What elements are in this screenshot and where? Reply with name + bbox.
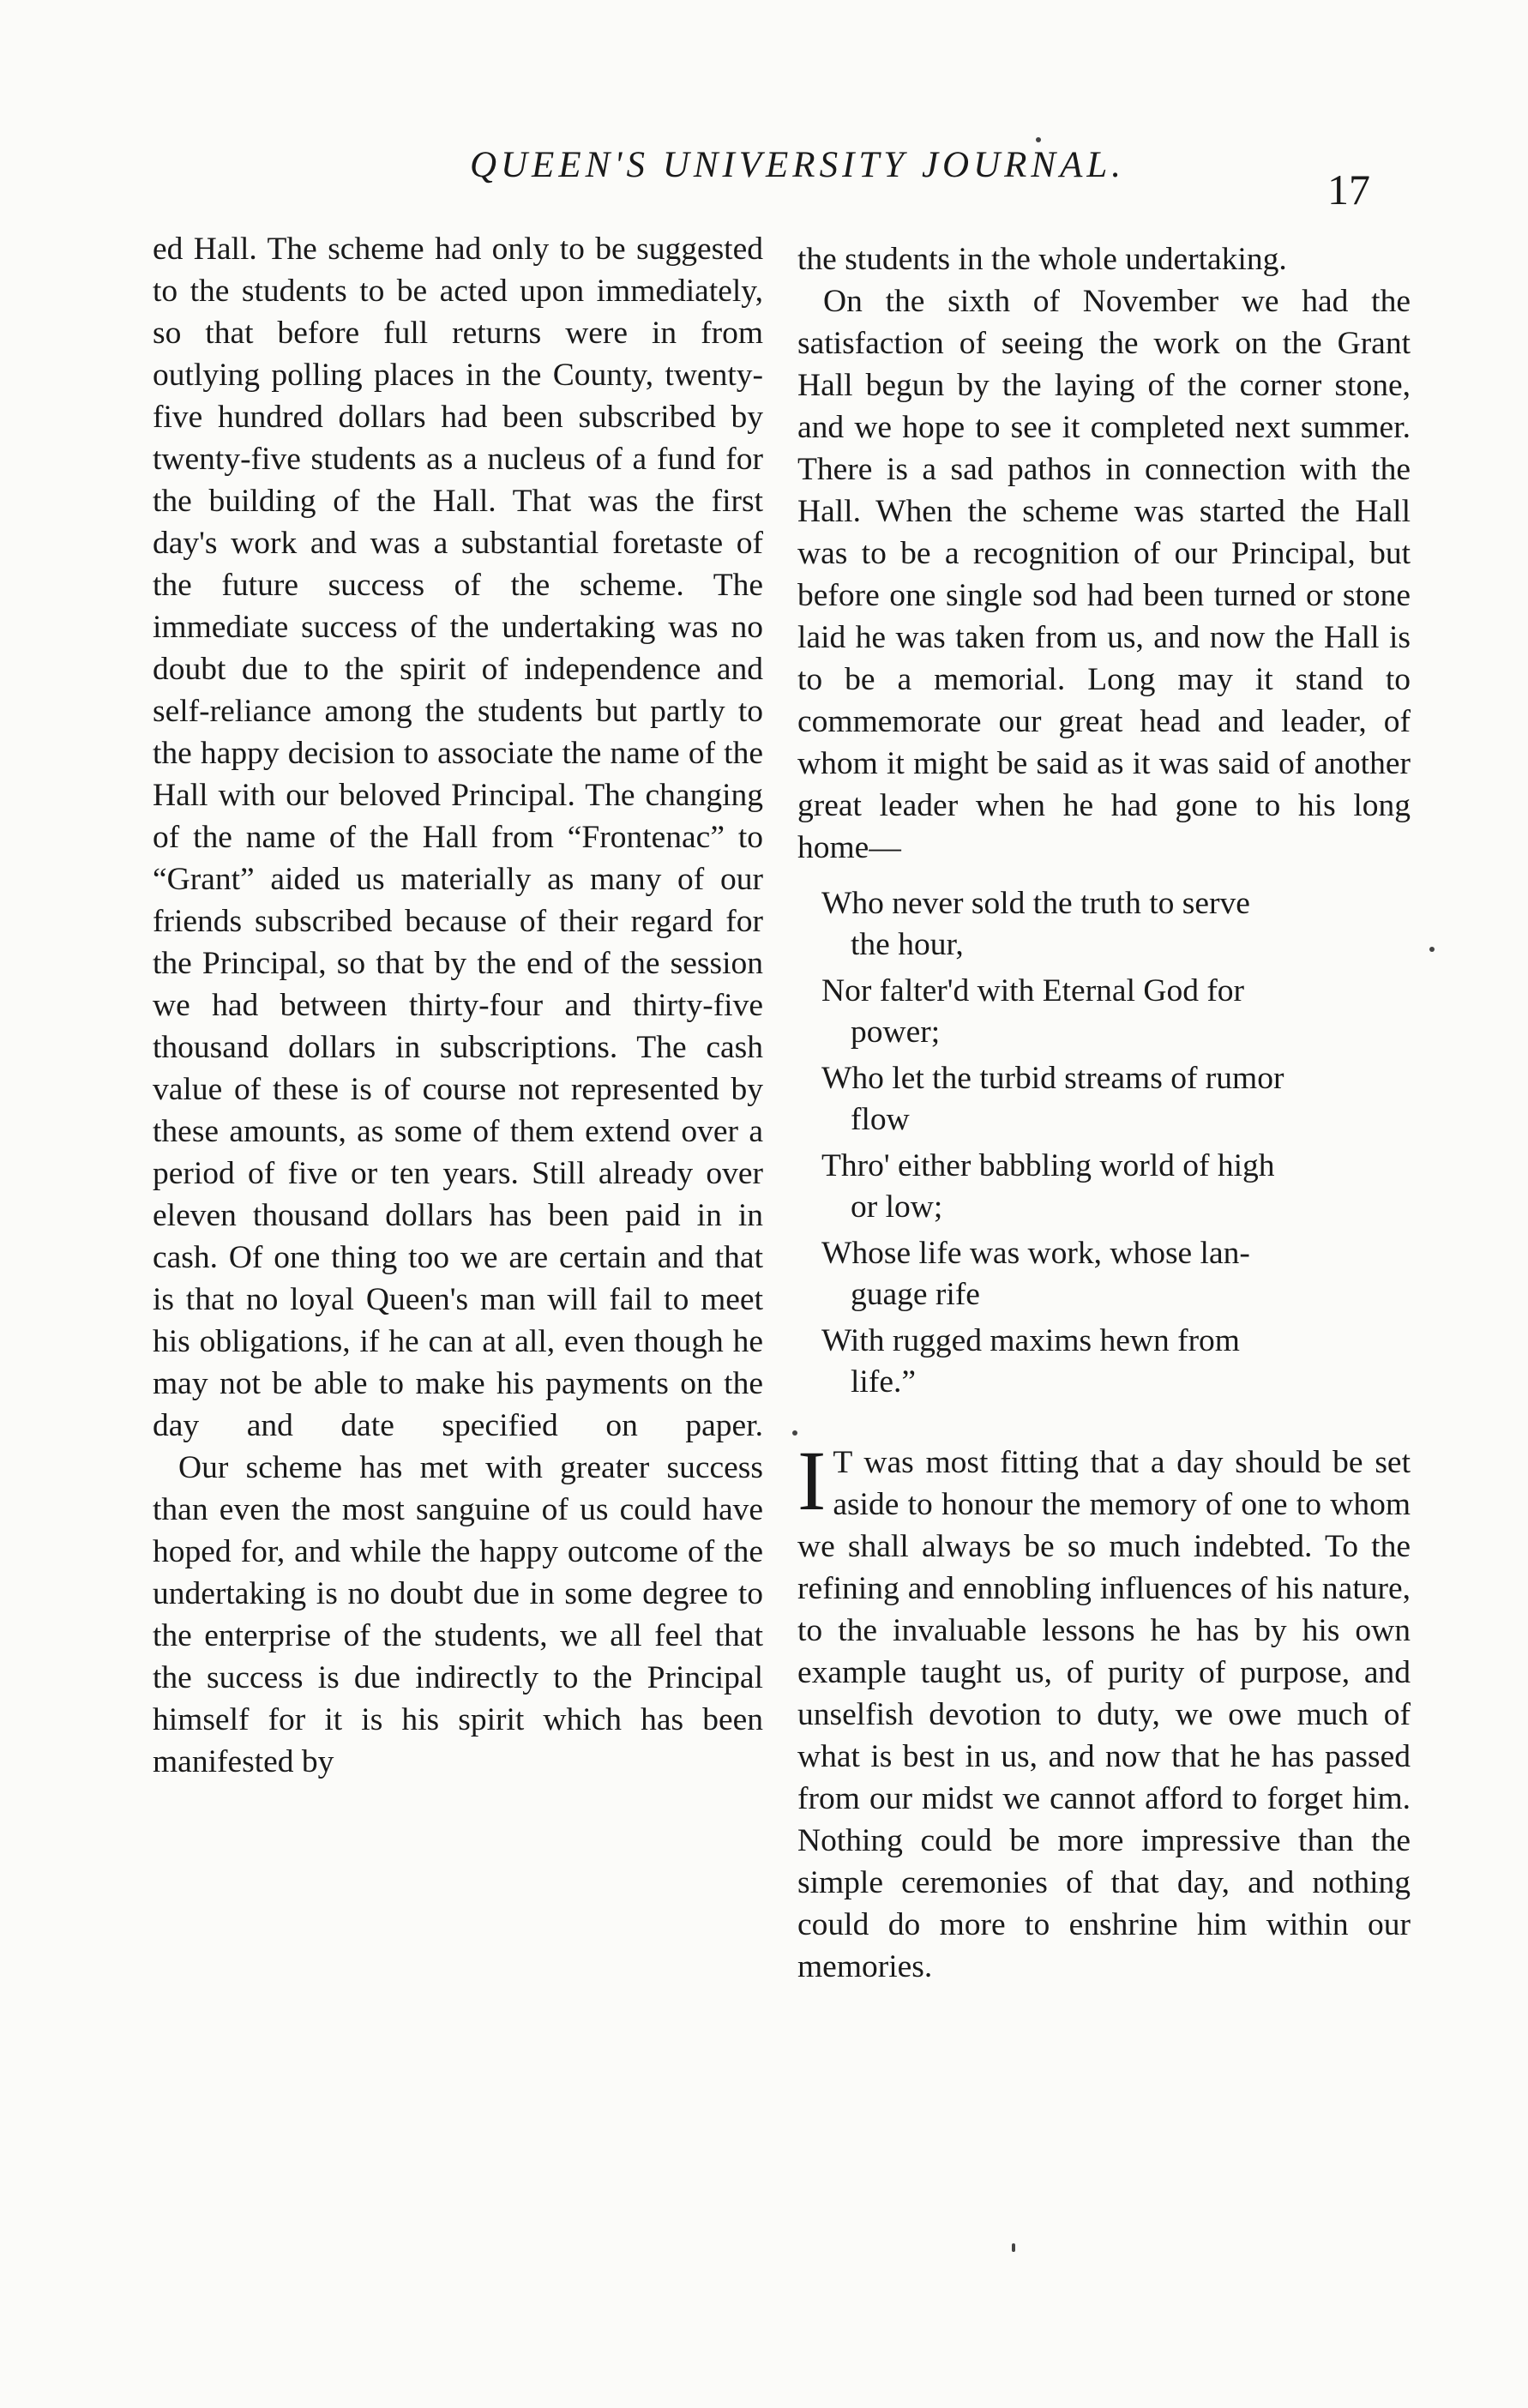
right-paragraph-3 — [797, 1433, 1411, 1988]
poem-line-continuation: life.” — [851, 1364, 916, 1400]
right-paragraph-3-text: T was most fitting that a day should be set aside to honour the memory of one to whom we shall always be so much indebted. To the refining and ennobling influences of his nature, to the invaluable lessons he has by his own example taught us, of purity of purpose, and unselfish devotion to duty, we owe much of what is best in us, and now that he has passed from our midst we cannot afford to forget him. Nothing could be more impressive than the simple ceremonies of that day, and nothing could do more to enshrine him within our memories. — [797, 1445, 1411, 1984]
right-paragraph-1: the students in the whole undertaking. — [797, 242, 1287, 277]
poem-line: Thro' either babbling world of high — [821, 1148, 1275, 1183]
poem-line: With rugged maxims hewn from — [821, 1323, 1240, 1358]
poem-line: Whose life was work, whose lan- — [821, 1236, 1250, 1271]
print-speck — [1012, 2243, 1015, 2252]
print-speck — [1036, 137, 1041, 142]
poem-line-continuation: power; — [851, 1014, 941, 1050]
left-column — [153, 228, 763, 1783]
poem-quote — [797, 882, 1411, 1402]
print-speck — [792, 1430, 797, 1436]
poem-line-continuation: or low; — [851, 1189, 943, 1225]
poem-line-continuation: flow — [851, 1102, 910, 1137]
drop-cap: I — [797, 1433, 827, 1528]
page-header-title: QUEEN'S UNIVERSITY JOURNAL. — [469, 145, 1126, 185]
poem-line-continuation: the hour, — [851, 927, 964, 962]
left-paragraph-1: ed Hall. The scheme had only to be suggested to the students to be acted upon immediately, so that before full returns were in from outlying polling places in the County, twenty-five hundred dollars had been subscribed by twenty-five students as a nucleus of a fund for the building of the Hall. That was the first day's work and was a substantial foretaste of the future success of the scheme. The immediate success of the undertaking was no doubt due to the spirit of independence and self-reliance among the students but partly to the happy decision to associate the name of the Hall with our beloved Principal. The changing of the name of the Hall from “Frontenac” to “Grant” aided us materially as many of our friends subscribed because of their regard for the Principal, so that by the end of the session we had between thirty-four and thirty-five thousand dollars in subscriptions. The cash value of these is of course not represented by these amounts, as some of them extend over a period of five or ten years. Still already over eleven thousand dollars has been paid in in cash. Of one thing too we are certain and that is that no loyal Queen's man will fail to meet his obligations, if he can at all, even though he may not be able to make his payments on the day and date specified on paper. — [153, 232, 763, 1443]
right-column — [797, 238, 1411, 1988]
print-speck — [1429, 947, 1435, 952]
poem-line-continuation: guage rife — [851, 1277, 980, 1312]
page-number: 17 — [1327, 166, 1370, 214]
poem-line: Who let the turbid streams of rumor — [821, 1061, 1284, 1096]
poem-line: Who never sold the truth to serve — [821, 886, 1250, 921]
left-paragraph-2: Our scheme has met with greater success than even the most sanguine of us could have hoped for, and while the happy outcome of the undertaking is no doubt due in some degree to the enterprise of the students, we all feel that the success is due indirectly to the Principal himself for it is his spirit which has been manifested by — [153, 1450, 763, 1779]
poem-line: Nor falter'd with Eternal God for — [821, 973, 1245, 1008]
right-paragraph-2: On the sixth of November we had the satisfaction of seeing the work on the Grant Hall begun by the laying of the corner stone, and we hope to see it completed next summer. There is a sad pathos in connection with the Hall. When the scheme was started the Hall was to be a recognition of our Principal, but before one single sod had been turned or stone laid he was taken from us, and now the Hall is to be a memorial. Long may it stand to commemorate our great head and leader, of whom it might be said as it was said of another great leader when he had gone to his long home— — [797, 284, 1411, 865]
